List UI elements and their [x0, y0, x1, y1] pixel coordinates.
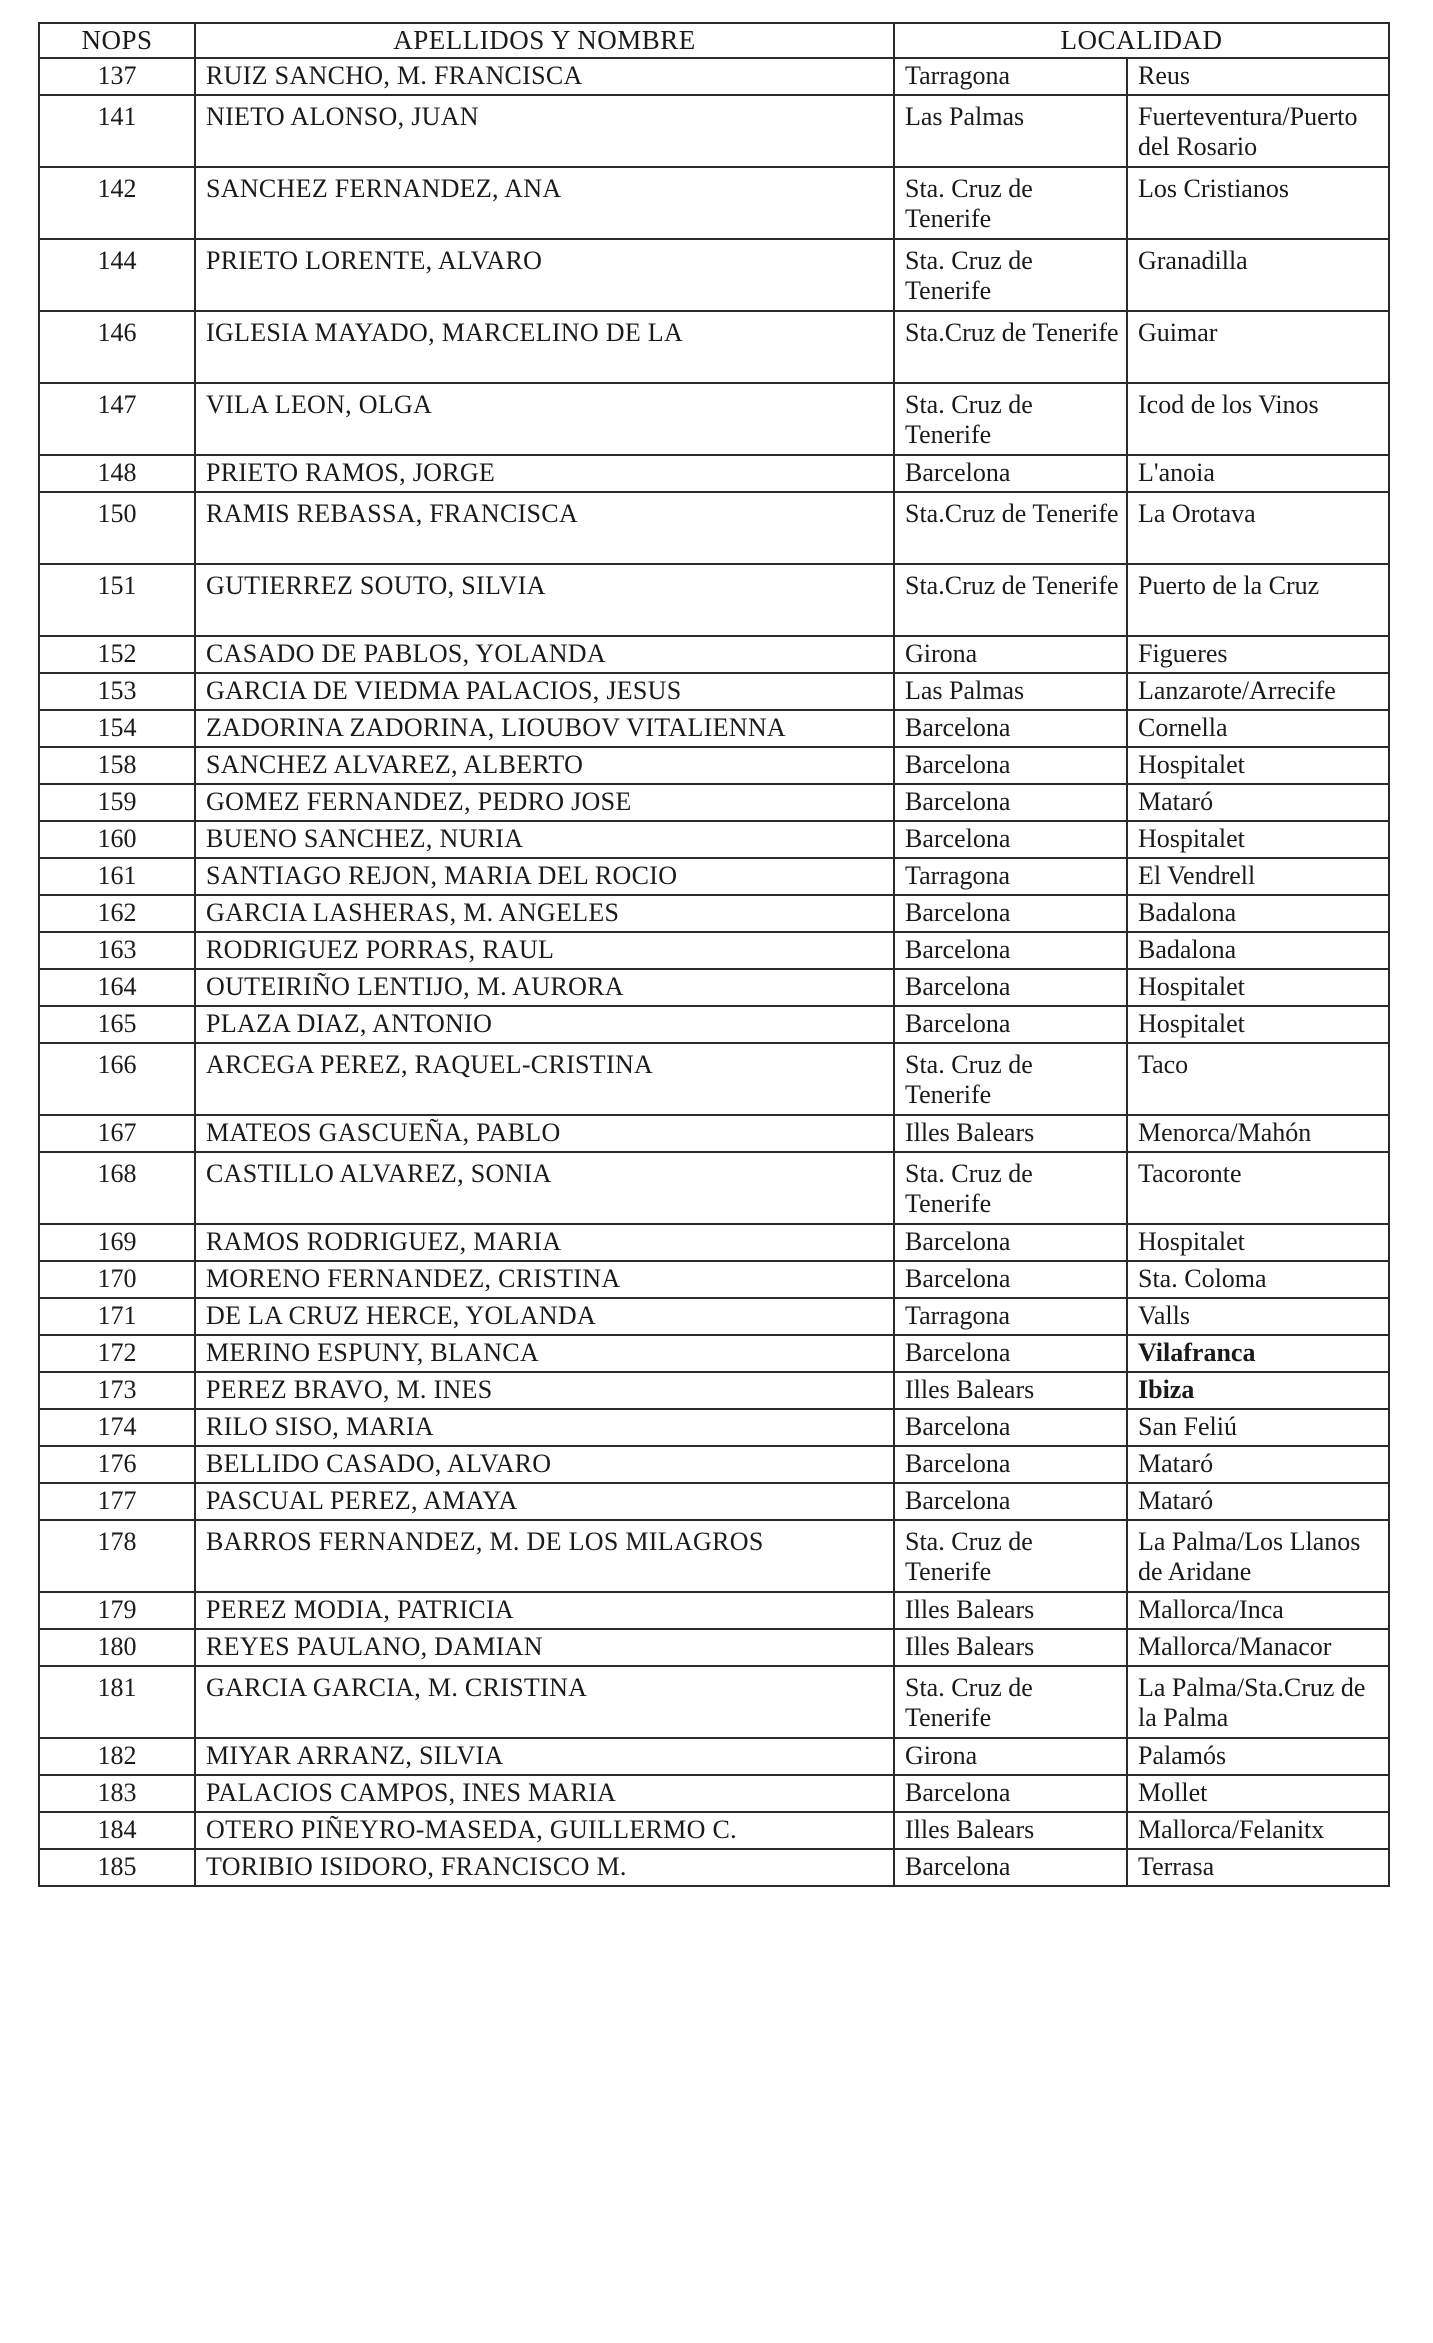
cell-nops: 154: [39, 710, 195, 747]
cell-town: Tacoronte: [1127, 1152, 1389, 1224]
cell-nops: 179: [39, 1592, 195, 1629]
table-row: [39, 1483, 1389, 1520]
cell-name: RAMOS RODRIGUEZ, MARIA: [195, 1224, 894, 1261]
table-row: [39, 1335, 1389, 1372]
table-row: [39, 1849, 1389, 1886]
cell-name: PASCUAL PEREZ, AMAYA: [195, 1483, 894, 1520]
cell-nops: 173: [39, 1372, 195, 1409]
cell-town: La Orotava: [1127, 492, 1389, 564]
cell-name: VILA LEON, OLGA: [195, 383, 894, 455]
cell-province: Barcelona: [894, 784, 1127, 821]
cell-town: Taco: [1127, 1043, 1389, 1115]
table-row: [39, 311, 1389, 383]
cell-province: Barcelona: [894, 1446, 1127, 1483]
cell-nops: 181: [39, 1666, 195, 1738]
cell-name: OUTEIRIÑO LENTIJO, M. AURORA: [195, 969, 894, 1006]
table-row: [39, 1261, 1389, 1298]
table-row: [39, 673, 1389, 710]
cell-province: Barcelona: [894, 710, 1127, 747]
cell-nops: 161: [39, 858, 195, 895]
table-row: [39, 1812, 1389, 1849]
table-row: [39, 1775, 1389, 1812]
table-row: [39, 95, 1389, 167]
cell-town: Mataró: [1127, 1483, 1389, 1520]
cell-town: Lanzarote/Arrecife: [1127, 673, 1389, 710]
cell-town: Palamós: [1127, 1738, 1389, 1775]
cell-town: Figueres: [1127, 636, 1389, 673]
cell-town: La Palma/Sta.Cruz de la Palma: [1127, 1666, 1389, 1738]
cell-name: NIETO ALONSO, JUAN: [195, 95, 894, 167]
table-row: [39, 1592, 1389, 1629]
cell-nops: 151: [39, 564, 195, 636]
cell-nops: 169: [39, 1224, 195, 1261]
cell-province: Barcelona: [894, 455, 1127, 492]
cell-nops: 177: [39, 1483, 195, 1520]
cell-nops: 152: [39, 636, 195, 673]
cell-province: Sta.Cruz de Tenerife: [894, 311, 1127, 383]
table-row: [39, 492, 1389, 564]
cell-province: Sta. Cruz de Tenerife: [894, 1666, 1127, 1738]
table-row: [39, 710, 1389, 747]
table-row: [39, 1298, 1389, 1335]
table-row: [39, 239, 1389, 311]
cell-name: SANCHEZ ALVAREZ, ALBERTO: [195, 747, 894, 784]
staff-table: [38, 22, 1390, 1887]
table-row: [39, 1738, 1389, 1775]
cell-town: Mallorca/Inca: [1127, 1592, 1389, 1629]
header-localidad: LOCALIDAD: [894, 23, 1389, 58]
cell-name: REYES PAULANO, DAMIAN: [195, 1629, 894, 1666]
cell-town: Sta. Coloma: [1127, 1261, 1389, 1298]
table-row: [39, 1152, 1389, 1224]
cell-province: Sta. Cruz de Tenerife: [894, 383, 1127, 455]
table-row: [39, 932, 1389, 969]
cell-town: Mataró: [1127, 1446, 1389, 1483]
cell-name: BARROS FERNANDEZ, M. DE LOS MILAGROS: [195, 1520, 894, 1592]
cell-town: Mallorca/Manacor: [1127, 1629, 1389, 1666]
cell-town: Hospitalet: [1127, 821, 1389, 858]
cell-province: Barcelona: [894, 1224, 1127, 1261]
cell-nops: 148: [39, 455, 195, 492]
cell-name: CASADO DE PABLOS, YOLANDA: [195, 636, 894, 673]
cell-province: Barcelona: [894, 932, 1127, 969]
cell-province: Las Palmas: [894, 673, 1127, 710]
cell-province: Sta.Cruz de Tenerife: [894, 492, 1127, 564]
table-row: [39, 1629, 1389, 1666]
cell-town: Hospitalet: [1127, 1006, 1389, 1043]
cell-nops: 160: [39, 821, 195, 858]
cell-nops: 166: [39, 1043, 195, 1115]
cell-province: Illes Balears: [894, 1115, 1127, 1152]
cell-name: MERINO ESPUNY, BLANCA: [195, 1335, 894, 1372]
cell-name: SANCHEZ FERNANDEZ, ANA: [195, 167, 894, 239]
cell-town: Cornella: [1127, 710, 1389, 747]
table-row: [39, 969, 1389, 1006]
cell-province: Sta.Cruz de Tenerife: [894, 564, 1127, 636]
cell-town: Puerto de la Cruz: [1127, 564, 1389, 636]
cell-nops: 165: [39, 1006, 195, 1043]
cell-province: Sta. Cruz de Tenerife: [894, 167, 1127, 239]
cell-name: PLAZA DIAZ, ANTONIO: [195, 1006, 894, 1043]
cell-name: RUIZ SANCHO, M. FRANCISCA: [195, 58, 894, 95]
table-row: [39, 1115, 1389, 1152]
cell-province: Barcelona: [894, 1006, 1127, 1043]
cell-name: ARCEGA PEREZ, RAQUEL-CRISTINA: [195, 1043, 894, 1115]
cell-name: CASTILLO ALVAREZ, SONIA: [195, 1152, 894, 1224]
cell-name: ZADORINA ZADORINA, LIOUBOV VITALIENNA: [195, 710, 894, 747]
cell-name: IGLESIA MAYADO, MARCELINO DE LA: [195, 311, 894, 383]
cell-province: Barcelona: [894, 1409, 1127, 1446]
table-row: [39, 821, 1389, 858]
cell-town: Menorca/Mahón: [1127, 1115, 1389, 1152]
cell-province: Sta. Cruz de Tenerife: [894, 1043, 1127, 1115]
table-row: [39, 784, 1389, 821]
cell-nops: 147: [39, 383, 195, 455]
cell-town: L'anoia: [1127, 455, 1389, 492]
cell-nops: 159: [39, 784, 195, 821]
cell-nops: 184: [39, 1812, 195, 1849]
table-row: [39, 636, 1389, 673]
cell-name: DE LA CRUZ HERCE, YOLANDA: [195, 1298, 894, 1335]
cell-province: Barcelona: [894, 1775, 1127, 1812]
cell-name: RILO SISO, MARIA: [195, 1409, 894, 1446]
cell-nops: 141: [39, 95, 195, 167]
cell-province: Illes Balears: [894, 1592, 1127, 1629]
cell-province: Barcelona: [894, 895, 1127, 932]
cell-province: Barcelona: [894, 747, 1127, 784]
cell-town: Icod de los Vinos: [1127, 383, 1389, 455]
cell-name: GOMEZ FERNANDEZ, PEDRO JOSE: [195, 784, 894, 821]
cell-name: OTERO PIÑEYRO-MASEDA, GUILLERMO C.: [195, 1812, 894, 1849]
cell-name: MATEOS GASCUEÑA, PABLO: [195, 1115, 894, 1152]
table-row: [39, 747, 1389, 784]
cell-province: Barcelona: [894, 969, 1127, 1006]
cell-nops: 150: [39, 492, 195, 564]
cell-nops: 146: [39, 311, 195, 383]
table-row: [39, 1224, 1389, 1261]
cell-name: GARCIA DE VIEDMA PALACIOS, JESUS: [195, 673, 894, 710]
cell-province: Tarragona: [894, 1298, 1127, 1335]
cell-town: Badalona: [1127, 932, 1389, 969]
cell-nops: 162: [39, 895, 195, 932]
cell-province: Barcelona: [894, 1849, 1127, 1886]
cell-town: Mollet: [1127, 1775, 1389, 1812]
table-row: [39, 455, 1389, 492]
table-body: [39, 58, 1389, 1886]
cell-province: Tarragona: [894, 858, 1127, 895]
table-row: [39, 895, 1389, 932]
table-row: [39, 383, 1389, 455]
cell-name: RAMIS REBASSA, FRANCISCA: [195, 492, 894, 564]
cell-town: Los Cristianos: [1127, 167, 1389, 239]
cell-town: La Palma/Los Llanos de Aridane: [1127, 1520, 1389, 1592]
header-name: APELLIDOS Y NOMBRE: [195, 23, 894, 58]
cell-nops: 180: [39, 1629, 195, 1666]
cell-province: Illes Balears: [894, 1372, 1127, 1409]
cell-province: Barcelona: [894, 1483, 1127, 1520]
cell-nops: 168: [39, 1152, 195, 1224]
cell-province: Las Palmas: [894, 95, 1127, 167]
cell-town: Mataró: [1127, 784, 1389, 821]
cell-nops: 176: [39, 1446, 195, 1483]
cell-name: GARCIA LASHERAS, M. ANGELES: [195, 895, 894, 932]
cell-province: Sta. Cruz de Tenerife: [894, 1520, 1127, 1592]
cell-name: RODRIGUEZ PORRAS, RAUL: [195, 932, 894, 969]
cell-name: PEREZ MODIA, PATRICIA: [195, 1592, 894, 1629]
cell-nops: 174: [39, 1409, 195, 1446]
table-row: [39, 1372, 1389, 1409]
cell-name: GUTIERREZ SOUTO, SILVIA: [195, 564, 894, 636]
cell-nops: 142: [39, 167, 195, 239]
cell-name: MIYAR ARRANZ, SILVIA: [195, 1738, 894, 1775]
cell-town: Fuerteventura/Puerto del Rosario: [1127, 95, 1389, 167]
table-row: [39, 1409, 1389, 1446]
cell-nops: 171: [39, 1298, 195, 1335]
cell-town: Guimar: [1127, 311, 1389, 383]
cell-town: Badalona: [1127, 895, 1389, 932]
cell-nops: 178: [39, 1520, 195, 1592]
table-row: [39, 58, 1389, 95]
cell-town: Granadilla: [1127, 239, 1389, 311]
cell-province: Barcelona: [894, 1335, 1127, 1372]
cell-nops: 158: [39, 747, 195, 784]
cell-town: Hospitalet: [1127, 1224, 1389, 1261]
cell-town: Mallorca/Felanitx: [1127, 1812, 1389, 1849]
cell-nops: 183: [39, 1775, 195, 1812]
table-row: [39, 858, 1389, 895]
cell-province: Girona: [894, 1738, 1127, 1775]
cell-name: GARCIA GARCIA, M. CRISTINA: [195, 1666, 894, 1738]
cell-name: TORIBIO ISIDORO, FRANCISCO M.: [195, 1849, 894, 1886]
cell-town: Vilafranca: [1127, 1335, 1389, 1372]
cell-name: PALACIOS CAMPOS, INES MARIA: [195, 1775, 894, 1812]
cell-nops: 153: [39, 673, 195, 710]
table-row: [39, 1520, 1389, 1592]
cell-province: Sta. Cruz de Tenerife: [894, 239, 1127, 311]
table-row: [39, 1666, 1389, 1738]
cell-province: Tarragona: [894, 58, 1127, 95]
table-row: [39, 1446, 1389, 1483]
cell-town: Hospitalet: [1127, 969, 1389, 1006]
cell-province: Girona: [894, 636, 1127, 673]
cell-nops: 172: [39, 1335, 195, 1372]
cell-town: Reus: [1127, 58, 1389, 95]
header-row: [39, 23, 1389, 58]
cell-town: San Feliú: [1127, 1409, 1389, 1446]
table-row: [39, 1006, 1389, 1043]
cell-nops: 170: [39, 1261, 195, 1298]
header-nops: NOPS: [39, 23, 195, 58]
cell-nops: 164: [39, 969, 195, 1006]
cell-name: PEREZ BRAVO, M. INES: [195, 1372, 894, 1409]
cell-nops: 163: [39, 932, 195, 969]
table-row: [39, 564, 1389, 636]
cell-town: Valls: [1127, 1298, 1389, 1335]
cell-nops: 185: [39, 1849, 195, 1886]
cell-town: Terrasa: [1127, 1849, 1389, 1886]
cell-name: PRIETO RAMOS, JORGE: [195, 455, 894, 492]
cell-name: BELLIDO CASADO, ALVARO: [195, 1446, 894, 1483]
cell-nops: 182: [39, 1738, 195, 1775]
cell-province: Barcelona: [894, 1261, 1127, 1298]
cell-name: SANTIAGO REJON, MARIA DEL ROCIO: [195, 858, 894, 895]
cell-province: Illes Balears: [894, 1812, 1127, 1849]
cell-province: Sta. Cruz de Tenerife: [894, 1152, 1127, 1224]
cell-province: Barcelona: [894, 821, 1127, 858]
cell-town: Hospitalet: [1127, 747, 1389, 784]
cell-nops: 144: [39, 239, 195, 311]
cell-province: Illes Balears: [894, 1629, 1127, 1666]
cell-town: El Vendrell: [1127, 858, 1389, 895]
cell-nops: 137: [39, 58, 195, 95]
document-sheet: [38, 22, 1388, 1887]
cell-nops: 167: [39, 1115, 195, 1152]
table-row: [39, 1043, 1389, 1115]
cell-town: Ibiza: [1127, 1372, 1389, 1409]
cell-name: PRIETO LORENTE, ALVARO: [195, 239, 894, 311]
table-row: [39, 167, 1389, 239]
cell-name: MORENO FERNANDEZ, CRISTINA: [195, 1261, 894, 1298]
cell-name: BUENO SANCHEZ, NURIA: [195, 821, 894, 858]
